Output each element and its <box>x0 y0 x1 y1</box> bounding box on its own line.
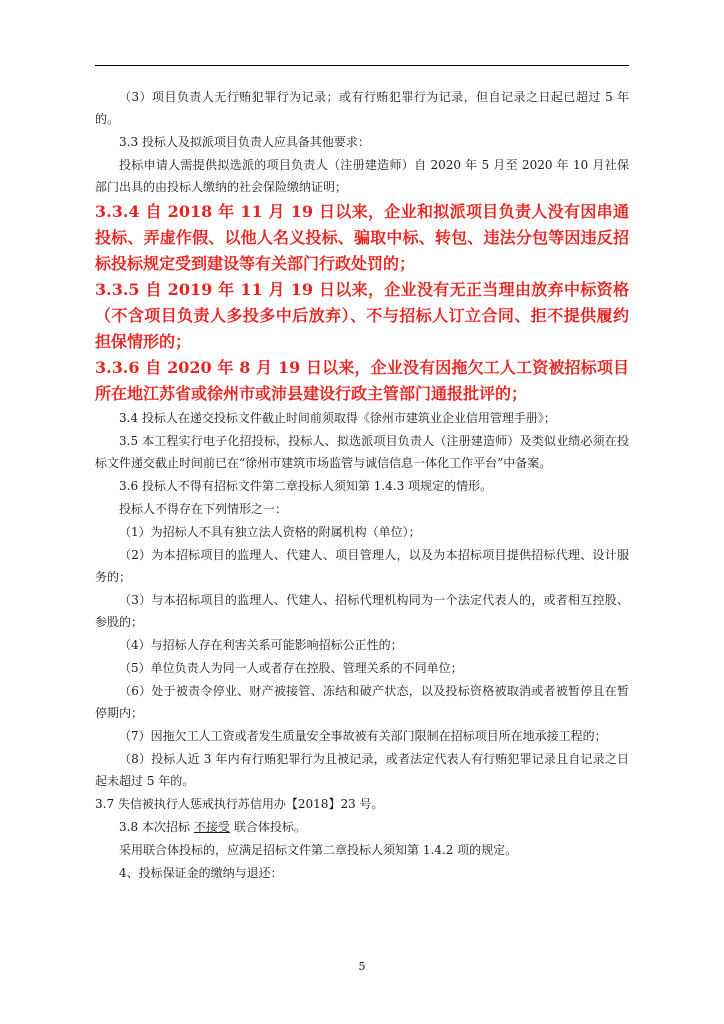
paragraph-consortium-rule: 采用联合体投标的，应满足招标文件第二章投标人须知第 1.4.2 项的规定。 <box>119 843 518 857</box>
list-item-5: （5）单位负责人为同一人或者存在控股、管理关系的不同单位； <box>119 661 463 675</box>
list-item-2: （2）为本招标项目的监理人、代建人、项目管理人，以及为本招标项目提供招标代理、设计服务的； <box>95 548 629 584</box>
list-item-4: （4）与招标人存在利害关系可能影响招标公正性的； <box>119 638 403 652</box>
document-body <box>95 86 629 885</box>
paragraph-3-7: 3.7 失信被执行人惩戒执行苏信用办【2018】23 号。 <box>95 797 384 811</box>
paragraph-social-insurance: 投标申请人需提供拟选派的项目负责人（注册建造师）自 2020 年 5 月至 2020 年 10 月社保部门出具的由投标人缴纳的社会保险缴纳证明； <box>95 158 629 194</box>
paragraph-3-3: 3.3 投标人及拟派项目负责人应具备其他要求： <box>119 135 370 149</box>
list-item-8: （8）投标人近 3 年内有行贿犯罪行为且被记录，或者法定代表人有行贿犯罪记录且自记录之日起未超过 5 年的。 <box>95 752 629 788</box>
header-rule <box>95 65 629 66</box>
paragraph-3-8-after: 联合体投标。 <box>233 820 306 834</box>
list-item-3: （3）与本招标项目的监理人、代建人、招标代理机构同为一个法定代表人的，或者相互控股、参股的； <box>95 593 629 629</box>
paragraph-3-item3: （3）项目负责人无行贿犯罪行为记录；或有行贿犯罪行为记录，但自记录之日起已超过 5 年的。 <box>95 90 629 126</box>
section-4-heading: 4、投标保证金的缴纳与退还： <box>119 866 283 880</box>
list-item-1: （1）为招标人不具有独立法人资格的附属机构（单位）； <box>119 525 421 539</box>
consortium-option-underlined: 不接受 <box>193 820 230 834</box>
list-item-6: （6）处于被责令停业、财产被接管、冻结和破产状态，以及投标资格被取消或者被暂停且在暂停期内； <box>95 684 629 720</box>
paragraph-3-3-4: 3.3.4 自 2018 年 11 月 19 日以来，企业和拟派项目负责人没有因串通投标、弄虚作假、以他人名义投标、骗取中标、转包、违法分包等因违反招标投标规定受到建设等有关部门行政处罚的； <box>95 202 629 273</box>
paragraph-3-6: 3.6 投标人不得有招标文件第二章投标人须知第 1.4.3 项规定的情形。 <box>119 479 493 493</box>
paragraph-3-4: 3.4 投标人在递交投标文件截止时间前须取得《徐州市建筑业企业信用管理手册》； <box>119 411 556 425</box>
list-item-7: （7）因拖欠工人工资或者发生质量安全事故被有关部门限制在招标项目所在地承接工程的； <box>119 729 607 743</box>
page-number: 5 <box>358 960 366 973</box>
paragraph-3-8 <box>95 816 629 838</box>
paragraph-3-5: 3.5 本工程实行电子化招投标，投标人、拟选派项目负责人（注册建造师）及类似业绩必须在投标文件递交截止时间前已在“徐州市建筑市场监管与诚信信息一体化工作平台”中备案。 <box>95 434 629 470</box>
paragraph-exclusions-intro: 投标人不得存在下列情形之一： <box>119 502 288 516</box>
paragraph-3-8-before: 3.8 本次招标 <box>119 820 190 834</box>
paragraph-3-3-6: 3.3.6 自 2020 年 8 月 19 日以来，企业没有因拖欠工人工资被招标项目所在地江苏省或徐州市或沛县建设行政主管部门通报批评的； <box>95 358 629 403</box>
paragraph-3-3-5: 3.3.5 自 2019 年 11 月 19 日以来，企业没有无正当理由放弃中标资格（不含项目负责人多投多中后放弃）、不与招标人订立合同、拒不提供履约担保情形的； <box>95 280 629 351</box>
